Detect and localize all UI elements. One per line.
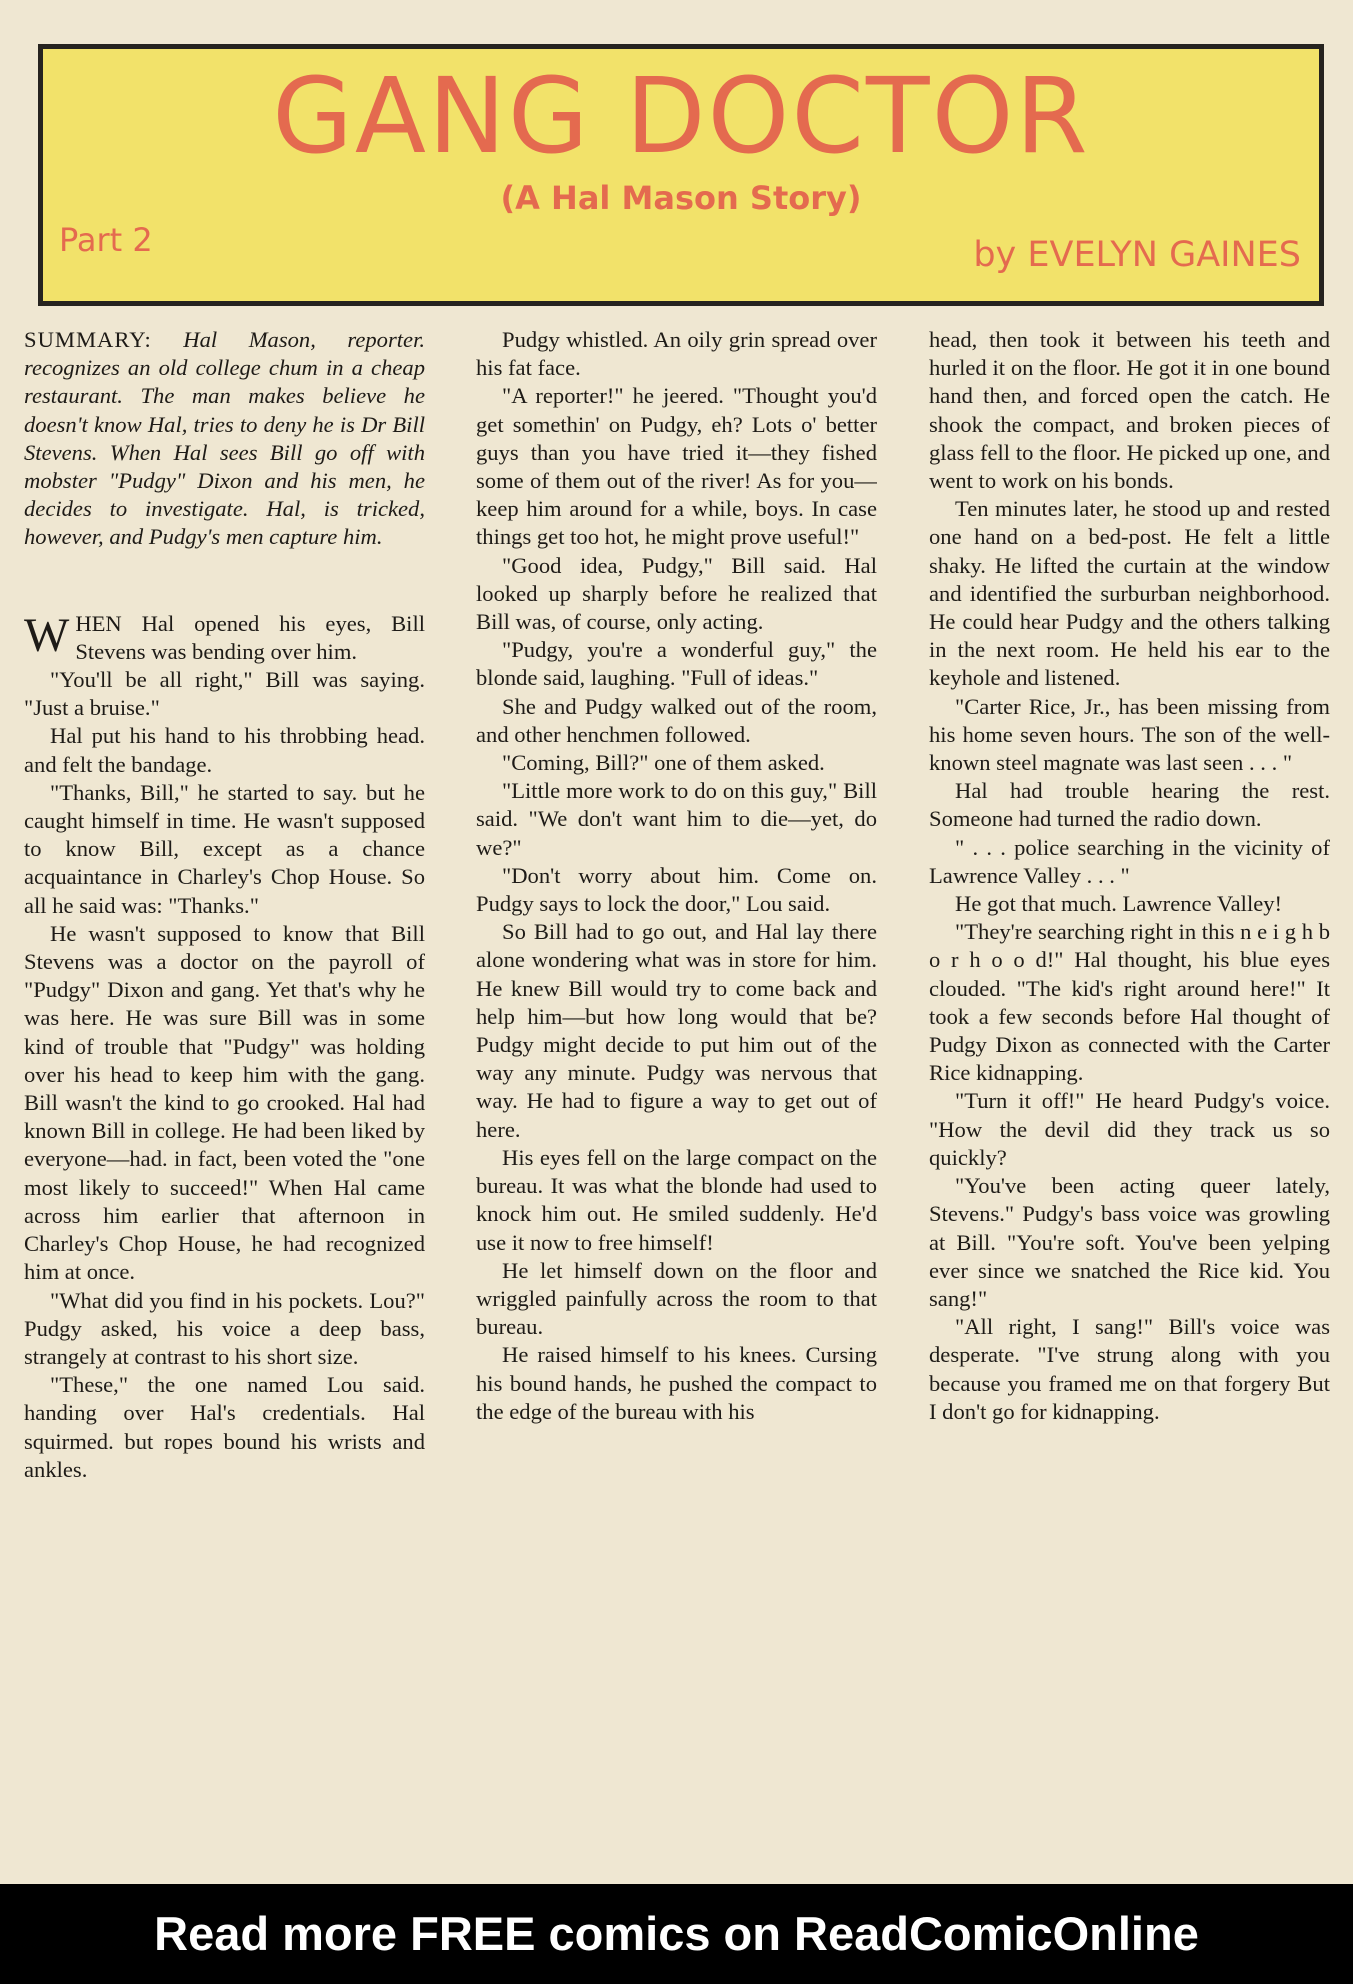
paragraph: "What did you find in his pockets. Lou?" Pudgy asked, his voice a deep bass, strangely at contrast to his short size. bbox=[24, 1287, 425, 1369]
paragraph: She and Pudgy walked out of the room, and other henchmen followed. bbox=[476, 693, 877, 747]
part-label: Part 2 bbox=[59, 221, 153, 259]
paragraph: head, then took it between his teeth and hurled it on the floor. He got it in one bound hand then, and forced open the catch. He shook the compact, and broken pieces of glass fell to the floor. He picked up one, and went to work on his bonds. bbox=[929, 327, 1330, 494]
paragraph: So Bill had to go out, and Hal lay there alone wondering what was in store for him. He knew Bill would try to come back and help him—but how long would that be? Pudgy might decide to put him out of the way any minute. Pudgy was nervous that way. He had to figure a way to get out of here. bbox=[476, 919, 877, 1142]
paragraph: "Thanks, Bill," he started to say. but he caught himself in time. He wasn't supposed to know Bill, except as a chance acquaintance in Charley's Chop House. So all he said was: "Thanks." bbox=[24, 779, 425, 918]
summary bbox=[24, 326, 425, 552]
author-byline: by EVELYN GAINES bbox=[973, 235, 1301, 275]
paragraph: "Little more work to do on this guy," Bill said. "We don't want him to die—yet, do we?" bbox=[476, 778, 877, 860]
paragraph: Ten minutes later, he stood up and rested one hand on a bed-post. He felt a little shaky. He lifted the curtain at the window and identified the surburban neighborhood. He could hear Pudgy and the others talking in the next room. He held his ear to the keyhole and listened. bbox=[929, 496, 1330, 691]
paragraph: "Coming, Bill?" one of them asked. bbox=[502, 750, 825, 776]
paragraph: He let himself down on the floor and wriggled painfully across the room to that bureau. bbox=[476, 1257, 877, 1340]
drop-cap: W bbox=[24, 608, 70, 662]
column-1 bbox=[24, 326, 425, 1838]
story-columns bbox=[24, 326, 1330, 1838]
title-banner bbox=[38, 44, 1324, 306]
paragraph: He got that much. Lawrence Valley! bbox=[955, 891, 1283, 917]
paragraph: "They're searching right in this n e i g h b o r h o o d!" Hal thought, his blue eyes clouded. "The kid's right around here!" It took a few seconds before Hal thought of Pudgy Dixon as connected with the Carter Rice kidnapping. bbox=[929, 919, 1330, 1086]
paragraph: "You've been acting queer lately, Stevens." Pudgy's bass voice was growling at Bill. "You're soft. You've been yelping ever since we snatched the Rice kid. You sang!" bbox=[929, 1173, 1330, 1311]
paragraph: "All right, I sang!" Bill's voice was desperate. "I've strung along with you because you framed me on that forgery But I don't go for kidnapping. bbox=[929, 1314, 1330, 1424]
summary-label: SUMMARY: bbox=[24, 327, 152, 352]
paragraph: He raised himself to his knees. Cursing his bound hands, he pushed the compact to the edge of the bureau with his bbox=[476, 1342, 877, 1424]
promo-link[interactable]: Read more FREE comics on ReadComicOnline bbox=[154, 1907, 1199, 1960]
paragraph: "A reporter!" he jeered. "Thought you'd get somethin' on Pudgy, eh? Lots o' better guys than you have tried it—they fished some of them out of the river! As for you—keep him around for a while, boys. In case things get too hot, he might prove useful!" bbox=[476, 383, 877, 550]
paragraph: "Pudgy, you're a wonderful guy," the blonde said, laughing. "Full of ideas." bbox=[476, 637, 877, 691]
story-subtitle: (A Hal Mason Story) bbox=[500, 179, 862, 217]
paragraph: His eyes fell on the large compact on the bureau. It was what the blonde had used to knock him out. He smiled suddenly. He'd use it now to free himself! bbox=[476, 1144, 877, 1255]
paragraph: HEN Hal opened his eyes, Bill Stevens was bending over him. bbox=[75, 610, 425, 664]
paragraph: "Good idea, Pudgy," Bill said. Hal looked up sharply before he realized that Bill was, of course, only acting. bbox=[476, 552, 877, 635]
paragraph: He wasn't supposed to know that Bill Stevens was a doctor on the payroll of "Pudgy" Dixon and gang. Yet that's why he was here. He was sure Bill was in some kind of trouble that "Pudgy" was holding over his head to keep him with the gang. Bill wasn't the kind to go crooked. Hal had known Bill in college. He had been liked by everyone—had. in fact, been voted the "one most likely to succeed!" When Hal came across him earlier that afternoon in Charley's Chop House, he had recognized him at once. bbox=[24, 920, 425, 1285]
opening-paragraph bbox=[24, 610, 425, 666]
paragraph: "Turn it off!" He heard Pudgy's voice. "How the devil did they track us so quickly? bbox=[929, 1088, 1330, 1170]
story-title: GANG DOCTOR bbox=[272, 55, 1090, 177]
paragraph: Pudgy whistled. An oily grin spread over his fat face. bbox=[476, 327, 877, 381]
paragraph: "You'll be all right," Bill was saying. "Just a bruise." bbox=[24, 667, 425, 721]
paragraph: "Don't worry about him. Come on. Pudgy says to lock the door," Lou said. bbox=[476, 862, 877, 917]
paragraph: " . . . police searching in the vicinity of Lawrence Valley . . . " bbox=[929, 834, 1330, 888]
promo-footer[interactable] bbox=[0, 1884, 1353, 1984]
column-2 bbox=[476, 326, 877, 1838]
column-3 bbox=[929, 326, 1330, 1838]
paragraph: Hal had trouble hearing the rest. Someone had turned the radio down. bbox=[929, 778, 1330, 832]
paragraph: Hal put his hand to his throbbing head. and felt the bandage. bbox=[24, 723, 425, 777]
summary-text: Hal Mason, reporter. recognizes an old college chum in a cheap restaurant. The man makes believe he doesn't know Hal, tries to deny he is Dr Bill Stevens. When Hal sees Bill go off with mobster "Pudgy" Dixon and his men, he decides to investigate. Hal, is tricked, however, and Pudgy's men capture him. bbox=[24, 327, 425, 550]
paragraph: "Carter Rice, Jr., has been missing from his home seven hours. The son of the well-known steel magnate was last seen . . . " bbox=[929, 693, 1330, 776]
paragraph: "These," the one named Lou said. handing over Hal's credentials. Hal squirmed. but ropes bound his wrists and ankles. bbox=[24, 1372, 425, 1482]
